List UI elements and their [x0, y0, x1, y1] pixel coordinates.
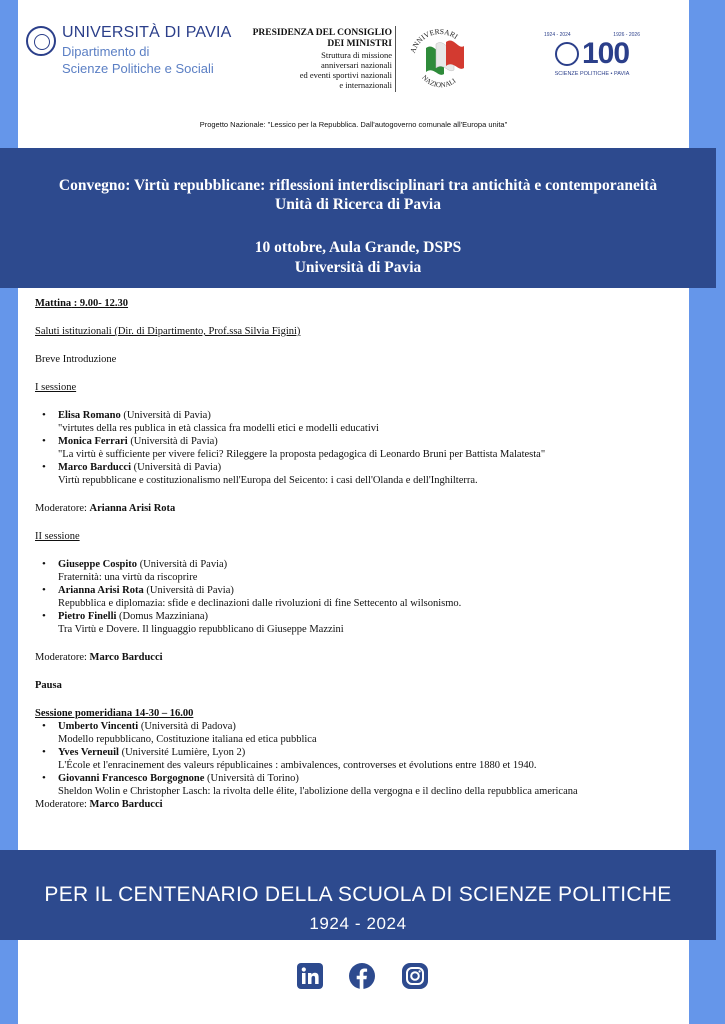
presidenza-line2: DEI MINISTRI — [327, 39, 392, 49]
session1-list — [42, 409, 680, 487]
anniversari-nazionali-logo — [404, 22, 476, 94]
presidenza-line1: PRESIDENZA DEL CONSIGLIO — [252, 28, 392, 38]
saluti-istituzionali: Saluti istituzionali (Dir. di Dipartimento, Prof.ssa Silvia Figini) — [35, 326, 301, 337]
linkedin-icon[interactable] — [296, 962, 324, 990]
afternoon-title: Sessione pomeridiana 14-30 – 16.00 — [35, 708, 194, 719]
speaker-item: • Marco Barducci (Università di Pavia) Virtù repubblicane e costituzionalismo nell'Europa del Seicento: i casi dell'Olanda e dell'Inghilterra. — [42, 461, 680, 487]
struttura-line: e internazionali — [339, 80, 392, 90]
speaker-item: • Giuseppe Cospito (Università di Pavia) Fraternità: una virtù da riscoprire — [42, 558, 680, 584]
department-line2: Scienze Politiche e Sociali — [62, 61, 214, 76]
speaker-item: • Arianna Arisi Rota (Università di Pavia) Repubblica e diplomazia: sfide e declinazioni dalle rivoluzioni di fine Settecento al wilsonismo. — [42, 584, 680, 610]
centenary-seal-icon — [555, 42, 579, 66]
speaker-item: • Monica Ferrari (Università di Pavia) "La virtù è sufficiente per vivere felici? Rileggere la proposta pedagogica di Leonardo Bruni per Battista Malatesta" — [42, 435, 680, 461]
university-name: UNIVERSITÀ DI PAVIA — [62, 24, 232, 41]
presidenza-logo — [230, 28, 392, 90]
speaker-item: • Yves Verneuil (Université Lumière, Lyon 2) L'École et l'enracinement des valeurs républicaines : ambivalences, controverses et évolutions entre 1880 et 1940. — [42, 746, 680, 772]
centenary-number: 100 — [581, 37, 630, 70]
centenary-year-right: 1926 - 2026 — [613, 32, 640, 38]
afternoon-list — [42, 720, 680, 798]
session2-moderator: Moderatore: Marco Barducci — [35, 652, 163, 663]
header-divider — [395, 26, 396, 92]
pause: Pausa — [35, 680, 62, 691]
research-unit: Unità di Ricerca di Pavia — [275, 196, 441, 213]
struttura-line: anniversari nazionali — [320, 60, 392, 70]
date-venue: 10 ottobre, Aula Grande, DSPS — [254, 239, 462, 256]
centenary-years: 1924 - 2024 — [309, 914, 407, 933]
header — [18, 0, 689, 140]
centenary-title: PER IL CENTENARIO DELLA SCUOLA DI SCIENZE POLITICHE — [44, 883, 672, 906]
title-band — [0, 148, 716, 288]
afternoon-moderator: Moderatore: Marco Barducci — [35, 799, 163, 810]
instagram-icon[interactable] — [401, 962, 429, 990]
struttura-line: ed eventi sportivi nazionali — [299, 70, 392, 80]
morning-heading: Mattina : 9.00- 12.30 — [35, 298, 129, 309]
session2-list — [42, 558, 680, 636]
department-line1: Dipartimento di — [62, 44, 150, 59]
anniversari-top-text: ANNIVERSARI — [408, 26, 460, 55]
university-line: Università di Pavia — [294, 259, 422, 276]
centenary-year-left: 1924 - 2024 — [544, 32, 571, 38]
session2-title: II sessione — [35, 531, 80, 542]
speaker-item: • Giovanni Francesco Borgognone (Università di Torino) Sheldon Wolin e Christopher Lasch: la rivolta delle élite, l'abolizione della vergogna e il declino della repubblica americana — [42, 772, 680, 798]
facebook-icon[interactable] — [348, 962, 376, 990]
university-seal-icon — [26, 26, 56, 56]
session1-moderator: Moderatore: Arianna Arisi Rota — [35, 503, 176, 514]
speaker-item: • Elisa Romano (Università di Pavia) "virtutes della res publica in età classica fra modelli etici e modelli educativi — [42, 409, 680, 435]
project-title: Progetto Nazionale: "Lessico per la Repubblica. Dall'autogoverno comunale all'Europa unita" — [199, 120, 508, 129]
unipv-logo — [26, 24, 231, 76]
session1-title: I sessione — [35, 382, 77, 393]
speaker-item: • Umberto Vincenti (Università di Padova) Modello repubblicano, Costituzione italiana ed etica pubblica — [42, 720, 680, 746]
anniversari-bottom-text: NAZIONALI — [420, 73, 458, 90]
centenary-subtitle: SCIENZE POLITICHE • PAVIA — [554, 71, 630, 77]
intro: Breve Introduzione — [35, 354, 117, 365]
conference-title: Convegno: Virtù repubblicane: riflessioni interdisciplinari tra antichità e contemporaneità — [58, 177, 658, 194]
speaker-item: • Pietro Finelli (Domus Mazziniana) Tra Virtù e Dovere. Il linguaggio repubblicano di Giuseppe Mazzini — [42, 610, 680, 636]
centenary-band — [0, 850, 716, 940]
program — [35, 297, 680, 811]
centenary-logo — [542, 32, 642, 92]
struttura-line: Struttura di missione — [321, 50, 392, 60]
